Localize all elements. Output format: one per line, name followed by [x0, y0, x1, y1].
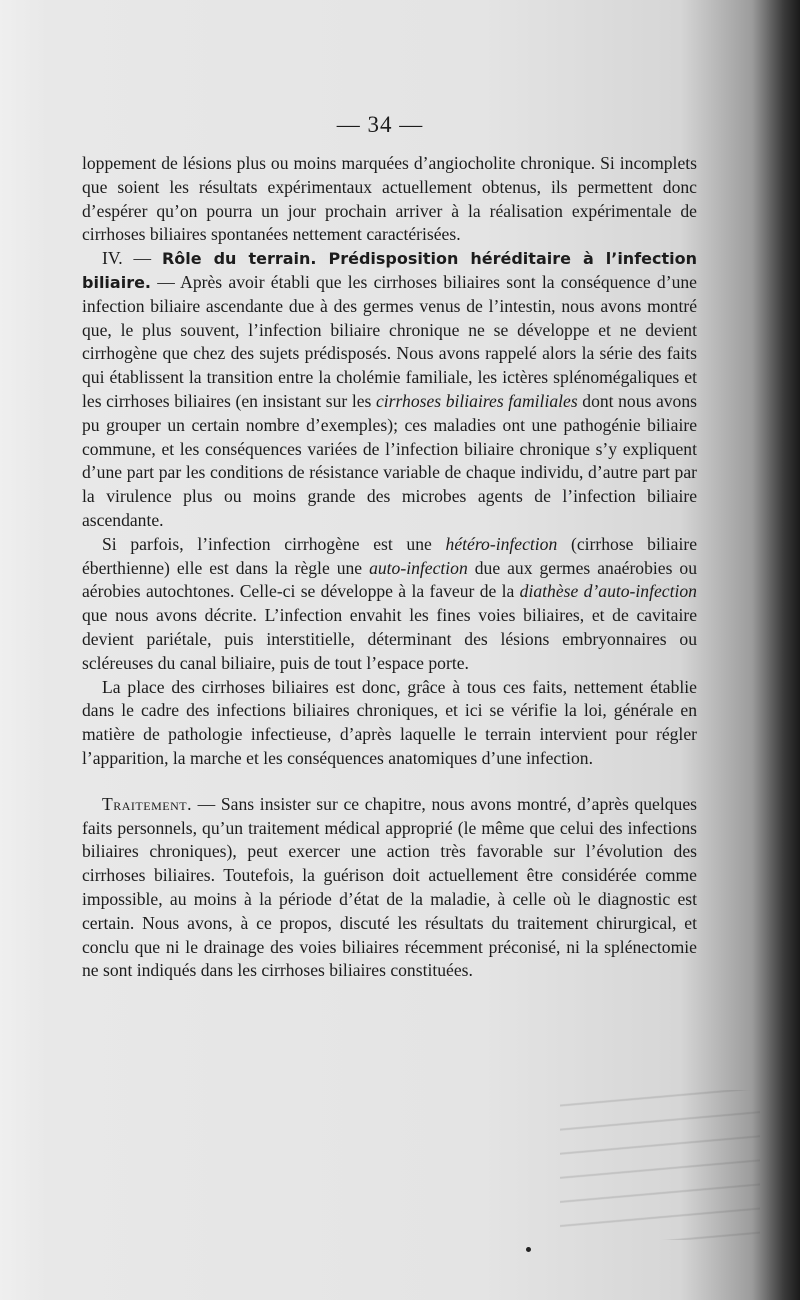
section-heading: Rôle du terrain. Prédisposition héréditaire à l’infection biliaire. [82, 249, 698, 292]
section-text-b: dont nous avons pu grouper un certain nombre d’exemples); ces maladies ont une pathogénie biliaire commune, et les conséquences variées de l’infection biliaire chronique s’y expliquent d’une part par les conditions de résistance variable de chaque individu, d’autre part par la virulence plus ou moins grande des microbes agents de l’infection biliaire ascendante. [82, 390, 697, 530]
bleed-through-shadow [560, 1090, 760, 1240]
hetero-text-d: que nous avons décrite. L’infection envahit les fines voies biliaires, et de cavitaire devient pariétale, puis interstitielle, déterminant des lésions embryonnaires ou scléreuses du canal biliaire, puis de tout l’espace porte. [82, 605, 697, 673]
hetero-infection-paragraph [82, 533, 697, 676]
hetero-italic-c: diathèse d’auto-infection [519, 581, 697, 602]
paragraph-continuation: loppement de lésions plus ou moins marquées d’angiocholite chronique. Si incomplets que soient les résultats expérimentaux actuellement obtenus, ils permettent donc d’espérer qu’on pourra un jour prochain arriver à la réalisation expérimentale de cirrhoses biliaires spontanées nettement caractérisées. [82, 153, 697, 245]
traitement-paragraph [82, 793, 697, 983]
section-iv-paragraph [82, 247, 697, 533]
traitement-label: Traitement. [102, 793, 192, 814]
section-gap [82, 771, 697, 793]
section-italic-a: cirrhoses biliaires familiales [375, 390, 578, 411]
section-number: IV. — [102, 248, 152, 269]
place-paragraph: La place des cirrhoses biliaires est donc, grâce à tous ces faits, nettement établie dans le cadre des infections biliaires chroniques, et ici se vérifie la loi, générale en matière de pathologie infectieuse, d’après laquelle le terrain intervient pour régler l’apparition, la marche et les conséquences anatomiques d’une infection. [82, 676, 697, 768]
hetero-text-b: (cirrhose biliaire éberthienne) elle est dans la règle une [82, 533, 698, 578]
traitement-text: — Sans insister sur ce chapitre, nous avons montré, d’après quelques faits personnels, qu’un traitement médical approprié (le même que celui des infections biliaires chroniques), peut exercer une action très favorable sur l’évolution des cirrhoses biliaires. Toutefois, la guérison doit actuellement être considérée comme impossible, au moins à la période d’état de la maladie, à celle où le diagnostic est certain. Nous avons, à ce propos, discuté les résultats du traitement chirurgical, et conclu que ni le drainage des voies biliaires récemment préconisé, ni la splénectomie ne sont indiqués dans les cirrhoses biliaires constituées. [82, 793, 697, 981]
page-number: — 34 — [336, 112, 424, 137]
hetero-text-c: due aux germes anaérobies ou aérobies autochtones. Celle-ci se développe à la faveur de la [82, 557, 697, 602]
body-text [82, 152, 697, 983]
hetero-text-a: Si parfois, l’infection cirrhogène est une [102, 533, 446, 554]
section-text-a: — Après avoir établi que les cirrhoses biliaires sont la conséquence d’une infection biliaire ascendante due à des germes venus de l’intestin, nous avons montré que, le plus souvent, l’infection biliaire chronique ne se développe et ne devient cirrhogène que chez des sujets prédisposés. Nous avons rappelé alors la série des faits qui établissent la transition entre la cholémie familiale, les ictères splénomégaliques et les cirrhoses biliaires (en insistant sur les [82, 271, 697, 411]
hetero-italic-b: auto-infection [369, 557, 468, 578]
hetero-italic-a: hétéro-infection [445, 533, 558, 554]
ink-speck [526, 1247, 531, 1252]
